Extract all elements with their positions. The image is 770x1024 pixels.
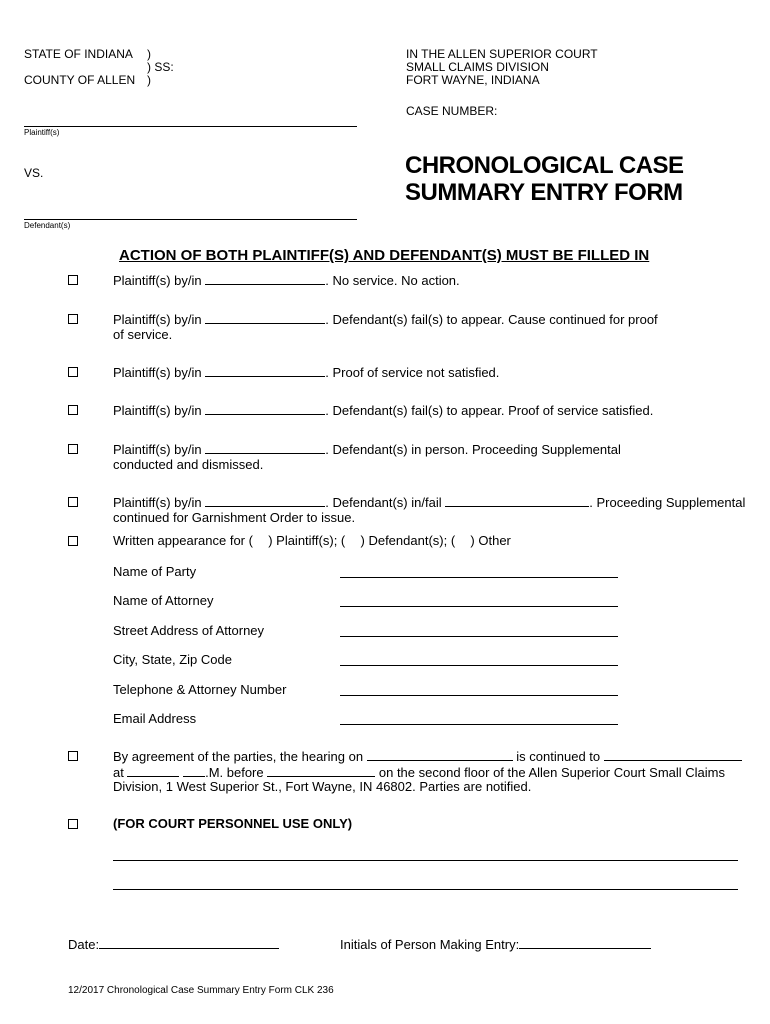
vs-label: VS.: [24, 166, 44, 180]
entry-2-text: [113, 311, 658, 328]
name-of-attorney-field[interactable]: [340, 606, 618, 607]
telephone-attorney-number-field[interactable]: [340, 695, 618, 696]
agreement-text: on the second floor of the Allen Superior Court Small Claims: [378, 765, 725, 780]
appearance-label: Written appearance for (: [113, 533, 253, 548]
initials-field: [340, 936, 651, 953]
defendant-line[interactable]: [24, 219, 357, 220]
entry-6-blank[interactable]: [205, 494, 325, 507]
entry-5-blank[interactable]: [205, 441, 325, 454]
agreement-checkbox[interactable]: [68, 751, 78, 761]
am-pm-blank[interactable]: [183, 764, 205, 777]
telephone-attorney-number-label: Telephone & Attorney Number: [113, 682, 287, 697]
agreement-text: at: [113, 765, 124, 780]
name-of-party-label: Name of Party: [113, 564, 197, 579]
street-address-field[interactable]: [340, 636, 618, 637]
entry-5-text: [113, 441, 621, 458]
entry-label: Plaintiff(s) by/in: [113, 403, 202, 418]
court-use-line-2[interactable]: [113, 889, 738, 890]
entry-4-text: [113, 402, 653, 419]
email-address-field[interactable]: [340, 724, 618, 725]
entry-text: . Defendant(s) fail(s) to appear. Cause continued for proof: [325, 312, 658, 327]
form-footer: 12/2017 Chronological Case Summary Entry Form CLK 236: [68, 985, 334, 996]
city-state-zip-field[interactable]: [340, 665, 618, 666]
appearance-plaintiff: ) Plaintiff(s); (: [268, 533, 346, 548]
entry-6-defendant-blank[interactable]: [445, 494, 589, 507]
caption-paren: ): [147, 47, 151, 61]
plaintiff-caption: Plaintiff(s): [24, 128, 60, 137]
name-of-attorney-label: Name of Attorney: [113, 593, 214, 608]
before-judge-blank[interactable]: [267, 764, 375, 777]
agreement-text: .M. before: [205, 765, 264, 780]
entry-3-blank[interactable]: [205, 364, 325, 377]
caption-ss: ) SS:: [147, 60, 174, 74]
court-division: SMALL CLAIMS DIVISION: [406, 60, 549, 74]
street-address-label: Street Address of Attorney: [113, 623, 265, 638]
entry-6-checkbox[interactable]: [68, 497, 78, 507]
entry-7-checkbox[interactable]: [68, 536, 78, 546]
court-city: FORT WAYNE, INDIANA: [406, 73, 540, 87]
appearance-defendant: ) Defendant(s); (: [360, 533, 456, 548]
entry-label: Plaintiff(s) by/in: [113, 365, 202, 380]
entry-1-checkbox[interactable]: [68, 275, 78, 285]
appearance-other: ) Other: [470, 533, 511, 548]
caption-paren: ): [147, 73, 151, 87]
entry-label: Plaintiff(s) by/in: [113, 442, 202, 457]
entry-3-text: [113, 364, 499, 381]
name-of-party-field[interactable]: [340, 577, 618, 578]
entry-2-checkbox[interactable]: [68, 314, 78, 324]
entry-text: . Proof of service not satisfied.: [325, 365, 500, 380]
court-name: IN THE ALLEN SUPERIOR COURT: [406, 47, 598, 61]
entry-4-checkbox[interactable]: [68, 405, 78, 415]
entry-label: Plaintiff(s) by/in: [113, 273, 202, 288]
agreement-text: is continued to: [516, 749, 601, 764]
entry-6-continuation: continued for Garnishment Order to issue.: [113, 510, 356, 525]
time-blank[interactable]: [127, 764, 179, 777]
entry-5-continuation: conducted and dismissed.: [113, 457, 264, 472]
date-label: Date:: [68, 937, 100, 952]
entry-label: Plaintiff(s) by/in: [113, 312, 202, 327]
entry-label: Plaintiff(s) by/in: [113, 495, 202, 510]
date-blank[interactable]: [99, 936, 279, 949]
entry-2-continuation: of service.: [113, 327, 173, 342]
entry-4-blank[interactable]: [205, 402, 325, 415]
court-use-line-1[interactable]: [113, 860, 738, 861]
county-label: COUNTY OF ALLEN: [24, 73, 136, 87]
court-use-checkbox[interactable]: [68, 819, 78, 829]
entry-6-text: [113, 494, 745, 511]
entry-text: . Defendant(s) fail(s) to appear. Proof of service satisfied.: [325, 403, 654, 418]
entry-text: . No service. No action.: [325, 273, 460, 288]
entry-text: . Defendant(s) in/fail: [325, 495, 442, 510]
entry-text: . Proceeding Supplemental: [589, 495, 746, 510]
form-title-line2: SUMMARY ENTRY FORM: [405, 179, 683, 206]
entry-3-checkbox[interactable]: [68, 367, 78, 377]
date-field: [68, 936, 279, 953]
initials-label: Initials of Person Making Entry:: [340, 937, 520, 952]
court-use-label: (FOR COURT PERSONNEL USE ONLY): [113, 816, 353, 831]
email-address-label: Email Address: [113, 711, 197, 726]
agreement-line-3: Division, 1 West Superior St., Fort Wayne, IN 46802. Parties are notified.: [113, 779, 532, 794]
entry-1-text: [113, 272, 460, 289]
defendant-caption: Defendant(s): [24, 221, 71, 230]
entry-5-checkbox[interactable]: [68, 444, 78, 454]
agreement-line-1: [113, 748, 742, 765]
entry-1-blank[interactable]: [205, 272, 325, 285]
initials-blank[interactable]: [519, 936, 651, 949]
city-state-zip-label: City, State, Zip Code: [113, 652, 232, 667]
continued-to-blank[interactable]: [604, 748, 742, 761]
section-heading: ACTION OF BOTH PLAINTIFF(S) AND DEFENDANT(S) MUST BE FILLED IN: [119, 247, 650, 264]
hearing-date-blank[interactable]: [367, 748, 513, 761]
agreement-text: By agreement of the parties, the hearing on: [113, 749, 364, 764]
entry-2-blank[interactable]: [205, 311, 325, 324]
case-number-label: CASE NUMBER:: [406, 104, 498, 118]
written-appearance-text: [113, 533, 511, 549]
form-title-line1: CHRONOLOGICAL CASE: [405, 152, 684, 179]
plaintiff-line[interactable]: [24, 126, 357, 127]
state-label: STATE OF INDIANA: [24, 47, 133, 61]
entry-text: . Defendant(s) in person. Proceeding Supplemental: [325, 442, 621, 457]
